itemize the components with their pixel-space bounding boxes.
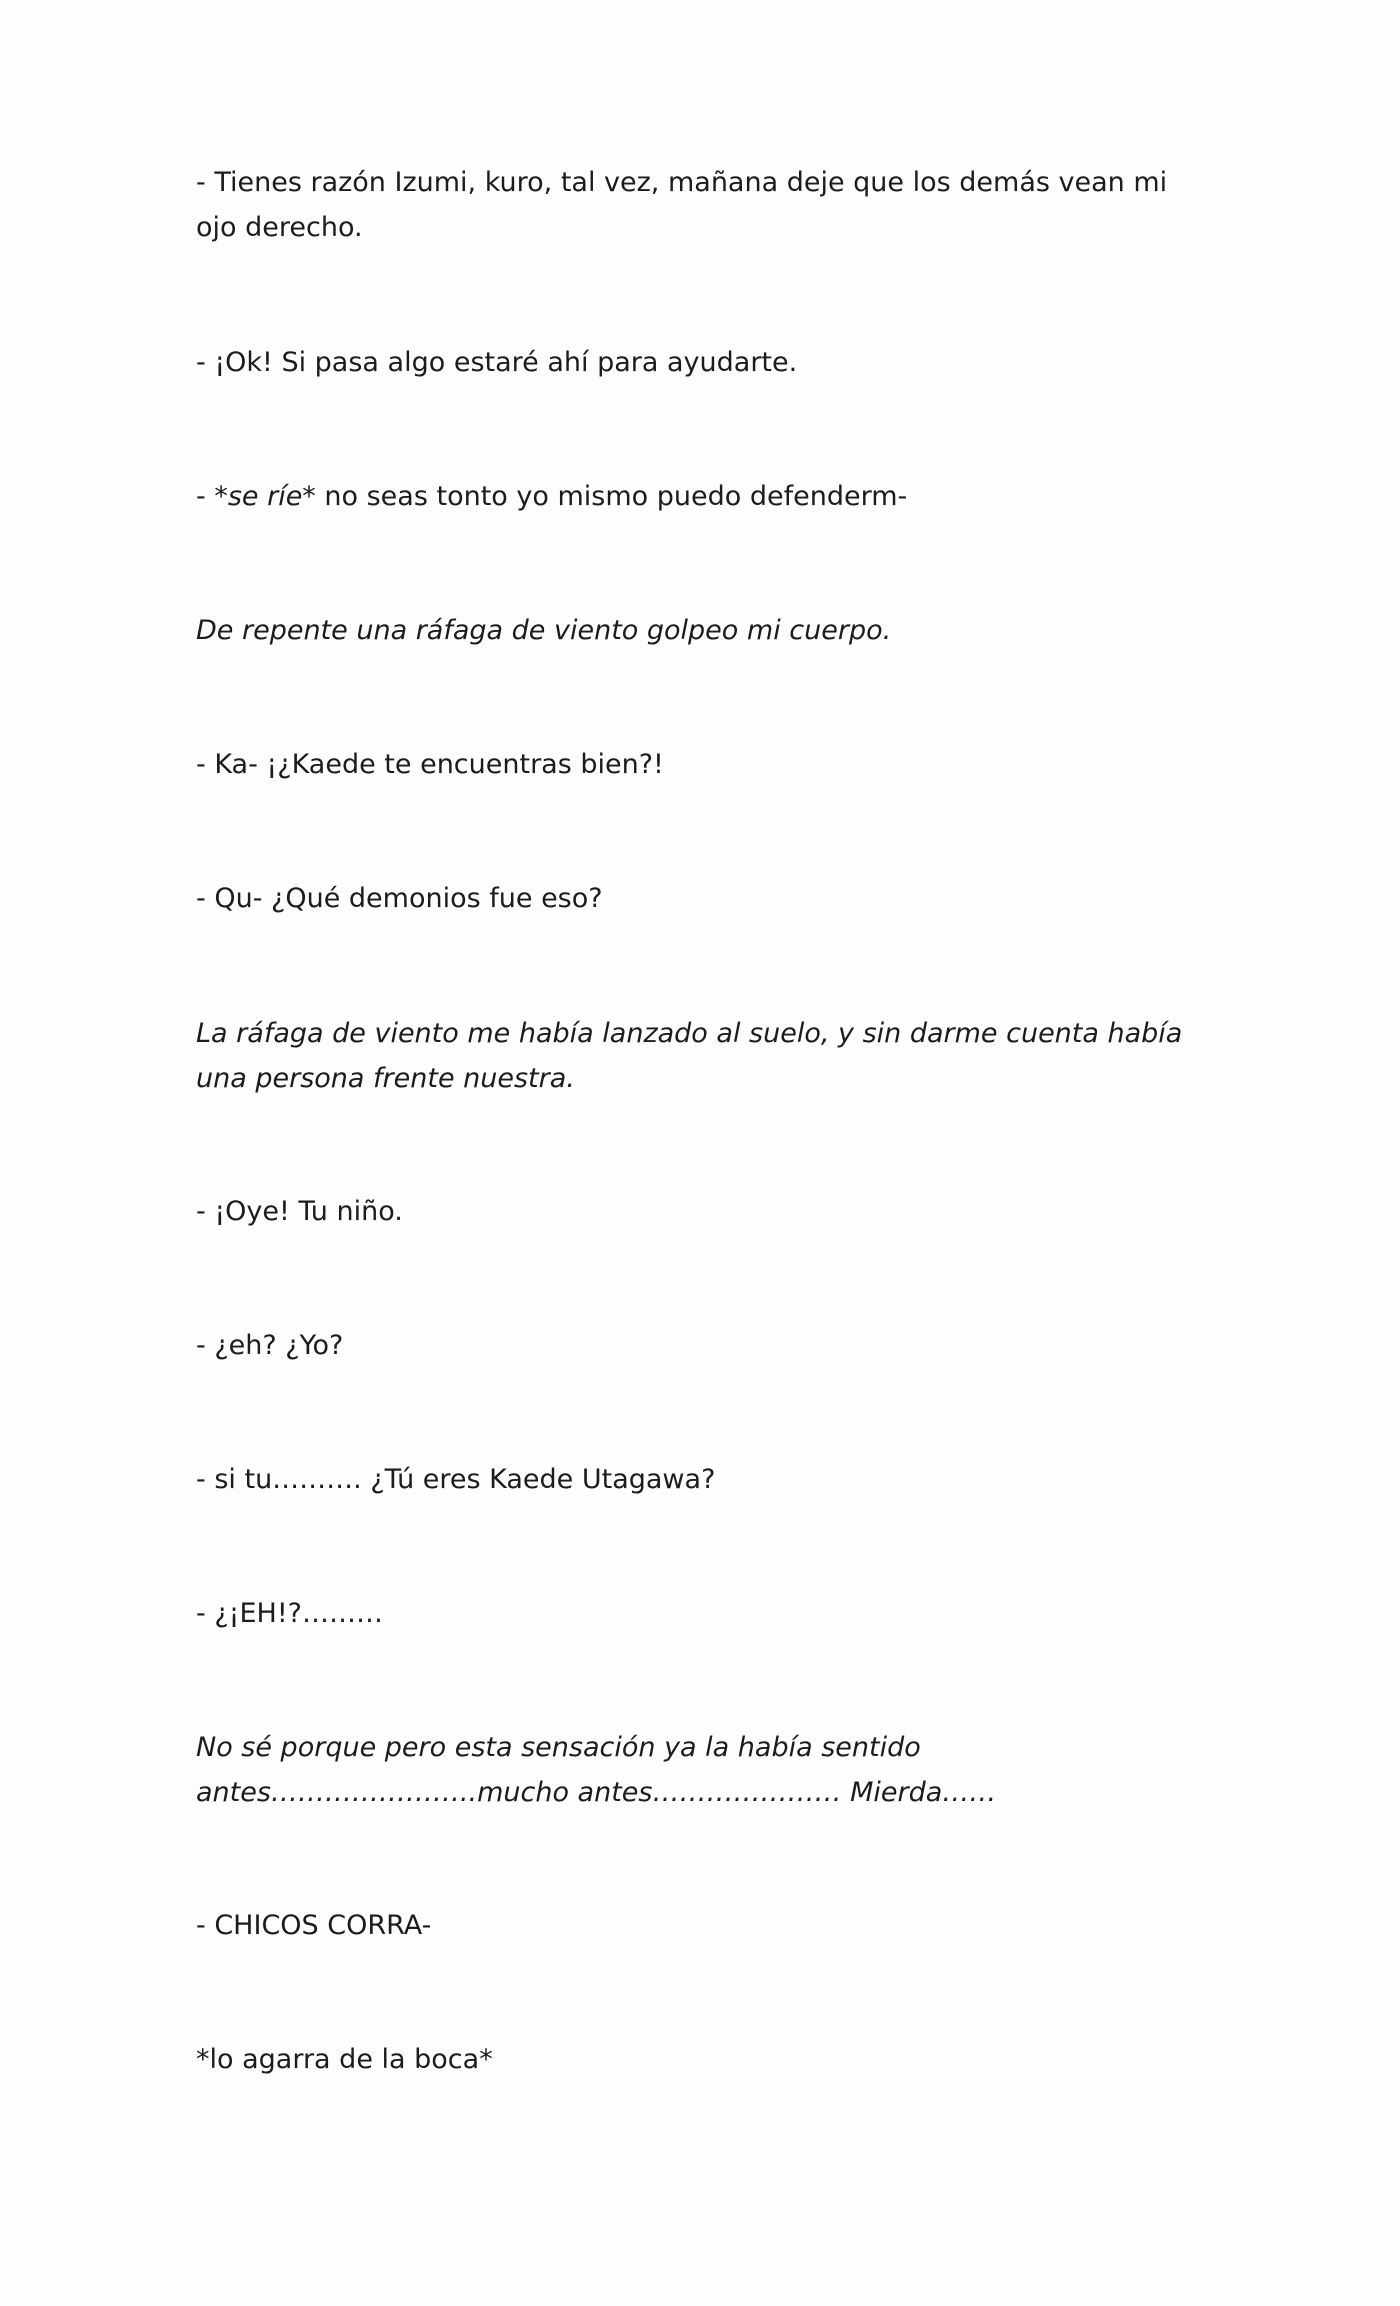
action-text: *se ríe*	[214, 481, 316, 512]
dialogue-dash: -	[196, 481, 215, 512]
dialogue-line: - ¡Oye! Tu niño.	[196, 1196, 403, 1227]
dialogue-line: - Qu- ¿Qué demonios fue eso?	[196, 883, 603, 914]
dialogue-line: - si tu………. ¿Tú eres Kaede Utagawa?	[196, 1464, 716, 1495]
action-line: *lo agarra de la boca*	[196, 2044, 493, 2075]
narration-paragraph: De repente una ráfaga de viento golpeo mi cuerpo.	[196, 615, 892, 646]
dialogue-line: - ¡Ok! Si pasa algo estaré ahí para ayudarte.	[196, 347, 798, 378]
dialogue-line	[196, 474, 1196, 519]
dialogue-line: - Ka- ¡¿Kaede te encuentras bien?!	[196, 749, 664, 780]
dialogue-line: - ¿¡EH!?………	[196, 1598, 383, 1629]
dialogue-line: - Tienes razón Izumi, kuro, tal vez, mañana deje que los demás vean mi ojo derecho.	[196, 167, 1168, 243]
dialogue-text: no seas tonto yo mismo puedo defenderm-	[315, 481, 908, 512]
narration-paragraph: La ráfaga de viento me había lanzado al suelo, y sin darme cuenta había una persona frente nuestra.	[196, 1018, 1183, 1094]
dialogue-line: - ¿eh? ¿Yo?	[196, 1330, 344, 1361]
dialogue-line: - CHICOS CORRA-	[196, 1910, 432, 1941]
narration-paragraph: No sé porque pero esta sensación ya la había sentido antes…………………..mucho antes………………… Mierda……	[196, 1732, 997, 1808]
